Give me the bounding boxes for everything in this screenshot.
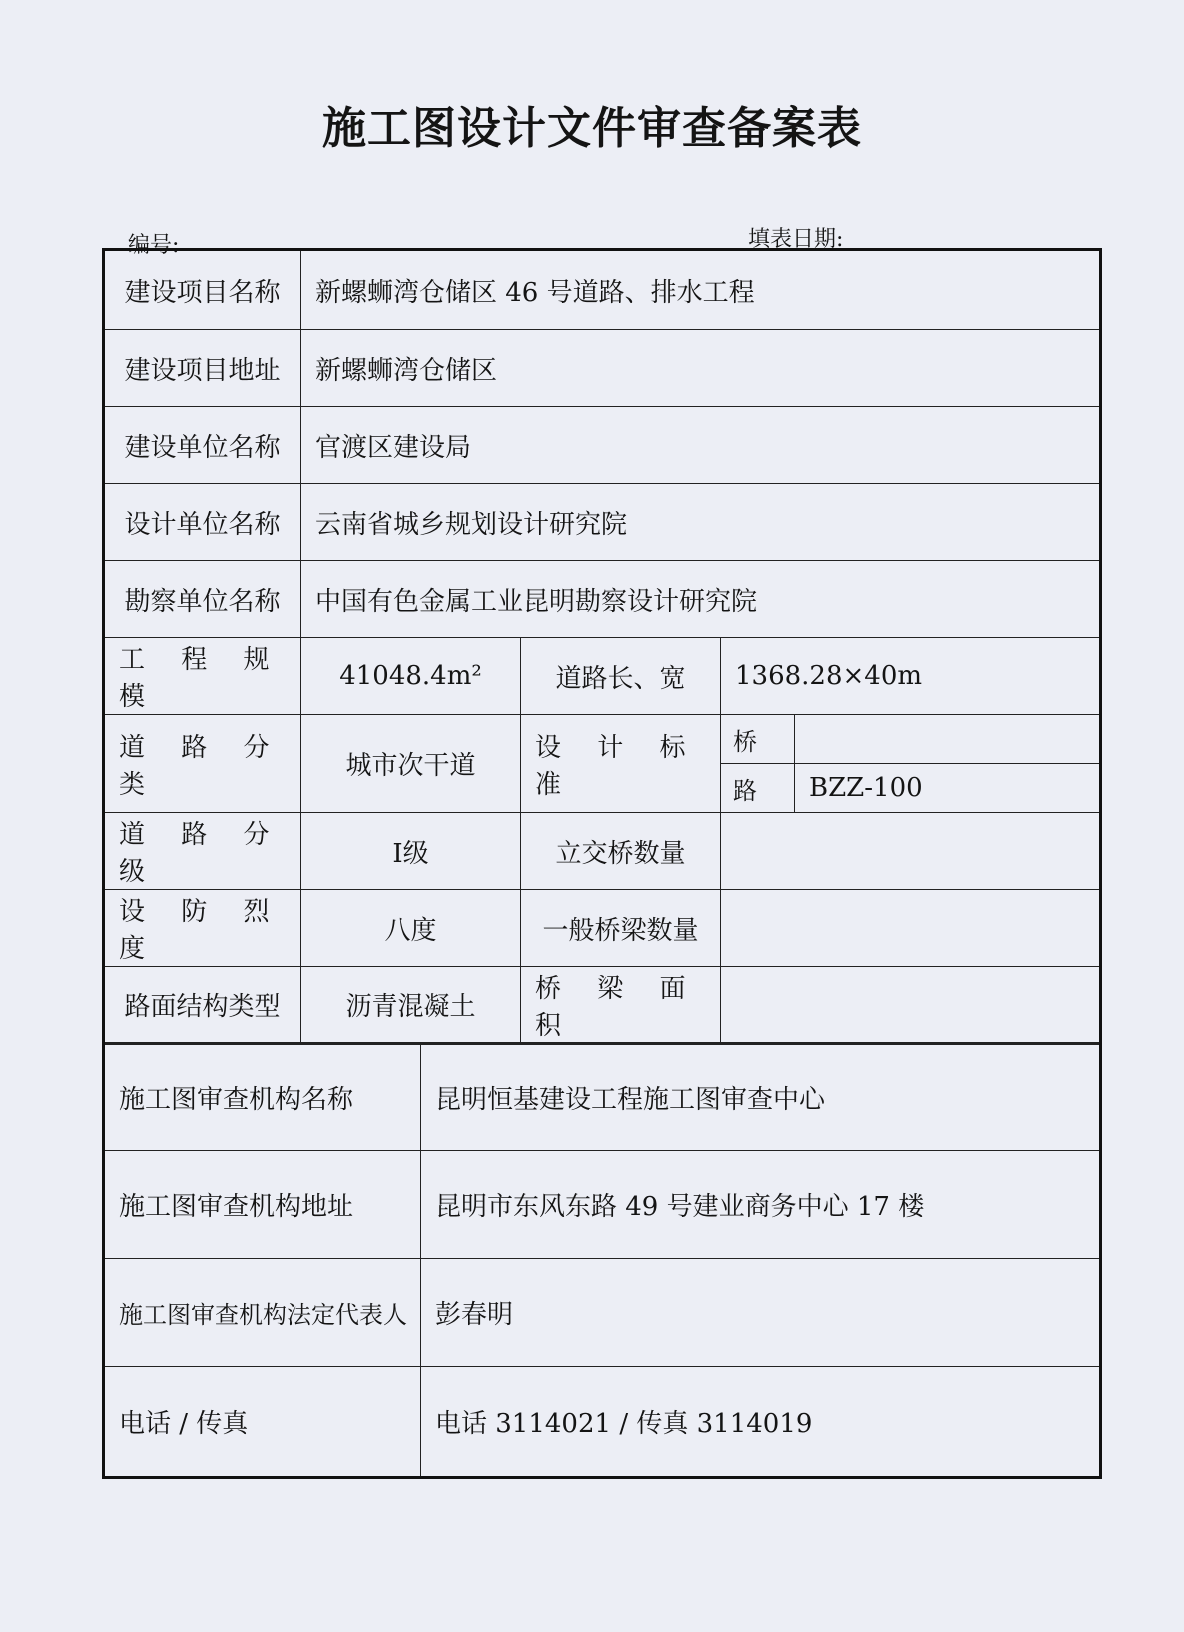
road-class-value: 城市次干道 [300, 715, 520, 812]
scale-value: 41048.4m² [300, 638, 520, 714]
row-review-address [105, 1150, 1099, 1258]
bridge-area-label: 桥 梁 面 积 [520, 967, 720, 1042]
bridge-count-value [720, 890, 1099, 966]
row-scale [105, 637, 1099, 714]
standard-bridge-row [721, 715, 1099, 763]
fill-date-label: 填表日期: [748, 227, 844, 252]
road-class-label: 道 路 分 类 [119, 732, 284, 800]
serial-number-label: 编号: [128, 233, 180, 258]
row-seismic [105, 889, 1099, 966]
builder-value: 官渡区建设局 [300, 407, 1099, 483]
surveyor-label: 勘察单位名称 [124, 586, 281, 617]
road-size-value: 1368.28×40m [720, 638, 1099, 714]
seismic-label: 设 防 烈 度 [119, 897, 284, 964]
design-standard-label: 设 计 标 准 [520, 715, 720, 812]
road-grade-value: Ⅰ级 [300, 813, 520, 889]
standard-road-value: BZZ-100 [809, 773, 923, 803]
road-size-label: 道路长、宽 [520, 638, 720, 714]
review-org-value: 昆明恒基建设工程施工图审查中心 [420, 1045, 1099, 1150]
designer-value: 云南省城乡规划设计研究院 [300, 484, 1099, 560]
interchange-count-label: 立交桥数量 [520, 813, 720, 889]
road-grade-label: 道 路 分 级 [119, 820, 284, 887]
row-surveyor [105, 560, 1099, 637]
standard-road-label: 路 [721, 764, 795, 812]
bridge-count-label: 一般桥梁数量 [520, 890, 720, 966]
standard-bridge-label: 桥 [721, 715, 795, 763]
row-review-representative [105, 1258, 1099, 1366]
interchange-count-value [720, 813, 1099, 889]
scale-label: 工 程 规 模 [119, 645, 284, 712]
standard-road-row [721, 763, 1099, 812]
surveyor-value: 中国有色金属工业昆明勘察设计研究院 [300, 561, 1099, 637]
bridge-area-value [720, 967, 1099, 1042]
builder-label: 建设单位名称 [124, 432, 281, 463]
project-name-value: 新螺蛳湾仓储区 46 号道路、排水工程 [300, 251, 1099, 329]
review-representative-value: 彭春明 [420, 1259, 1099, 1366]
seismic-value: 八度 [300, 890, 520, 966]
project-address-value: 新螺蛳湾仓储区 [300, 330, 1099, 406]
row-project-address [105, 329, 1099, 406]
design-standard-values [720, 715, 1099, 812]
standard-bridge-value [795, 715, 1099, 763]
pavement-value: 沥青混凝土 [300, 967, 520, 1042]
review-representative-label: 施工图审查机构法定代表人 [119, 1301, 407, 1329]
designer-label: 设计单位名称 [124, 509, 281, 540]
review-address-label: 施工图审查机构地址 [119, 1192, 354, 1222]
form-title: 施工图设计文件审查备案表 [322, 103, 862, 154]
phone-fax-value: 电话 3114021 / 传真 3114019 [420, 1367, 1099, 1476]
row-pavement [105, 966, 1099, 1042]
review-address-value: 昆明市东风东路 49 号建业商务中心 17 楼 [420, 1151, 1099, 1258]
review-org-label: 施工图审查机构名称 [119, 1085, 354, 1115]
row-builder [105, 406, 1099, 483]
project-address-label: 建设项目地址 [124, 355, 281, 386]
row-designer [105, 483, 1099, 560]
pavement-label: 路面结构类型 [124, 992, 281, 1022]
row-phone-fax [105, 1366, 1099, 1476]
row-road-class [105, 714, 1099, 812]
project-name-label: 建设项目名称 [124, 277, 281, 308]
row-review-org [105, 1042, 1099, 1150]
row-project-name [105, 251, 1099, 329]
phone-fax-label: 电话 / 传真 [119, 1409, 249, 1439]
filing-form-table [102, 248, 1102, 1479]
row-road-grade [105, 812, 1099, 889]
